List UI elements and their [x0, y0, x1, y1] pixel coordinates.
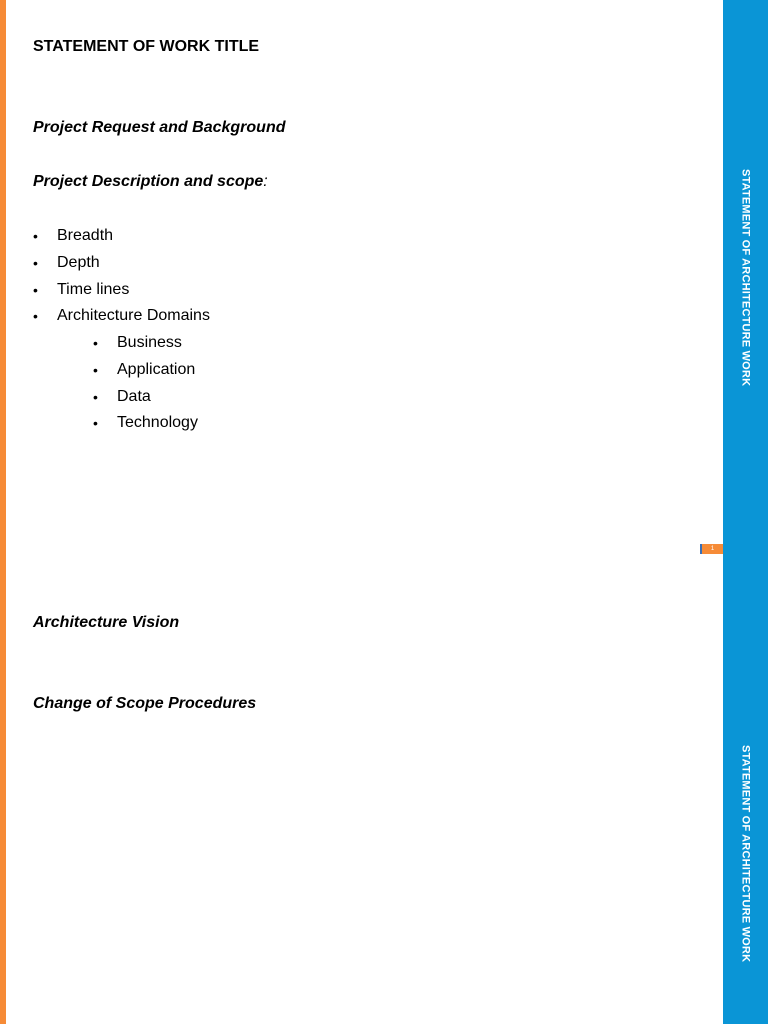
list-item-label: Business	[117, 334, 182, 351]
document-title: STATEMENT OF WORK TITLE	[33, 38, 260, 55]
heading-project-request: Project Request and Background	[33, 119, 286, 136]
bullet-icon: •	[33, 281, 38, 298]
scope-list	[33, 223, 210, 330]
list-item-label: Time lines	[57, 280, 130, 298]
list-item-label: Application	[117, 360, 196, 378]
heading-project-description	[33, 173, 268, 191]
heading-project-description-text: Project Description and scope	[33, 173, 264, 190]
bullet-icon: •	[93, 361, 98, 378]
list-item	[33, 250, 210, 277]
page-number-marker: 1	[700, 544, 723, 554]
list-item-label: Data	[117, 387, 151, 405]
domain-list	[33, 330, 198, 437]
bullet-icon: •	[93, 415, 98, 432]
list-item	[33, 223, 210, 250]
bullet-icon: •	[93, 388, 98, 405]
list-item-label: Technology	[117, 414, 198, 432]
list-item	[33, 384, 198, 411]
list-item	[33, 303, 210, 330]
bullet-icon: •	[33, 254, 38, 271]
bullet-icon: •	[33, 308, 38, 325]
list-item	[33, 357, 198, 384]
list-item	[33, 410, 198, 437]
list-item	[33, 330, 198, 357]
list-item-label: Architecture Domains	[57, 307, 210, 325]
list-item-label: Breadth	[57, 227, 114, 244]
bullet-icon: •	[93, 335, 98, 351]
left-accent-bar	[0, 0, 6, 1024]
bullet-icon: •	[33, 228, 38, 244]
list-item-label: Depth	[57, 253, 100, 271]
heading-colon: :	[263, 173, 268, 190]
list-item	[33, 277, 210, 304]
sidebar-label-top: STATEMENT OF ARCHITECTURE WORK	[739, 168, 752, 387]
heading-architecture-vision: Architecture Vision	[33, 614, 180, 631]
heading-change-of-scope: Change of Scope Procedures	[33, 695, 257, 712]
sidebar-label-bottom: STATEMENT OF ARCHITECTURE WORK	[739, 745, 752, 963]
